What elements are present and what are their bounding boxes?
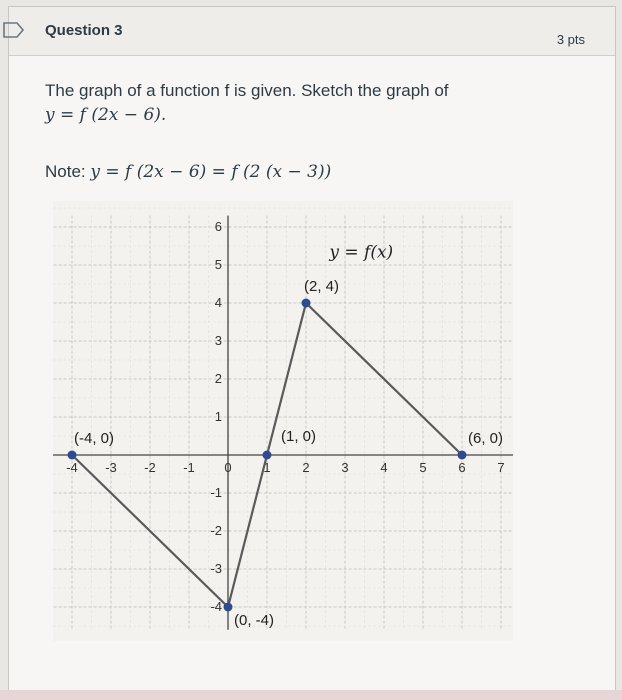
function-label: y = f(x)	[329, 242, 394, 263]
point-label: (-4, 0)	[74, 430, 115, 447]
y-tick-label: -2	[210, 523, 222, 538]
graph-svg	[53, 201, 513, 641]
y-tick-label: 2	[214, 371, 222, 386]
question-card	[8, 6, 616, 696]
x-tick-label: 5	[419, 460, 427, 475]
x-tick-label: -3	[105, 460, 117, 475]
y-tick-label: -3	[210, 561, 222, 576]
x-tick-label: 1	[263, 460, 271, 475]
note-line	[45, 162, 331, 182]
x-tick-label: 4	[380, 460, 388, 475]
question-points: 3 pts	[556, 32, 585, 47]
flag-icon[interactable]	[3, 22, 25, 38]
x-tick-label: 2	[302, 460, 310, 475]
x-tick-label: -1	[183, 460, 195, 475]
graph-point	[458, 451, 467, 460]
prompt-text: The graph of a function f is given. Sketch the graph of	[45, 81, 449, 100]
x-tick-label: 6	[458, 460, 466, 475]
note-formula: y = f (2x − 6) = f (2 (x − 3))	[90, 162, 332, 182]
graph-point	[224, 603, 233, 612]
point-label: (1, 0)	[281, 428, 317, 445]
x-tick-label: 0	[224, 460, 232, 475]
y-tick-label: 1	[214, 409, 222, 424]
x-tick-label: -2	[144, 460, 156, 475]
y-tick-label: 5	[214, 257, 222, 272]
y-tick-label: -4	[210, 599, 222, 614]
graph-point	[302, 299, 311, 308]
y-tick-label: 3	[214, 333, 222, 348]
x-tick-label: 3	[341, 460, 349, 475]
function-graph	[53, 201, 513, 641]
prompt-formula: y = f (2x − 6).	[45, 105, 167, 125]
point-label: (2, 4)	[304, 278, 340, 295]
graph-point	[263, 451, 272, 460]
x-tick-label: 7	[497, 460, 505, 475]
bottom-bar	[0, 690, 622, 700]
question-prompt	[45, 79, 449, 127]
x-tick-label: -4	[66, 460, 78, 475]
point-label: (6, 0)	[468, 430, 504, 447]
y-tick-label: 4	[214, 295, 222, 310]
note-label: Note:	[45, 162, 86, 181]
question-header	[9, 7, 615, 56]
y-tick-label: -1	[210, 485, 222, 500]
y-tick-label: 6	[214, 219, 222, 234]
graph-point	[68, 451, 77, 460]
point-label: (0, -4)	[234, 612, 275, 629]
question-title: Question 3	[45, 22, 123, 39]
